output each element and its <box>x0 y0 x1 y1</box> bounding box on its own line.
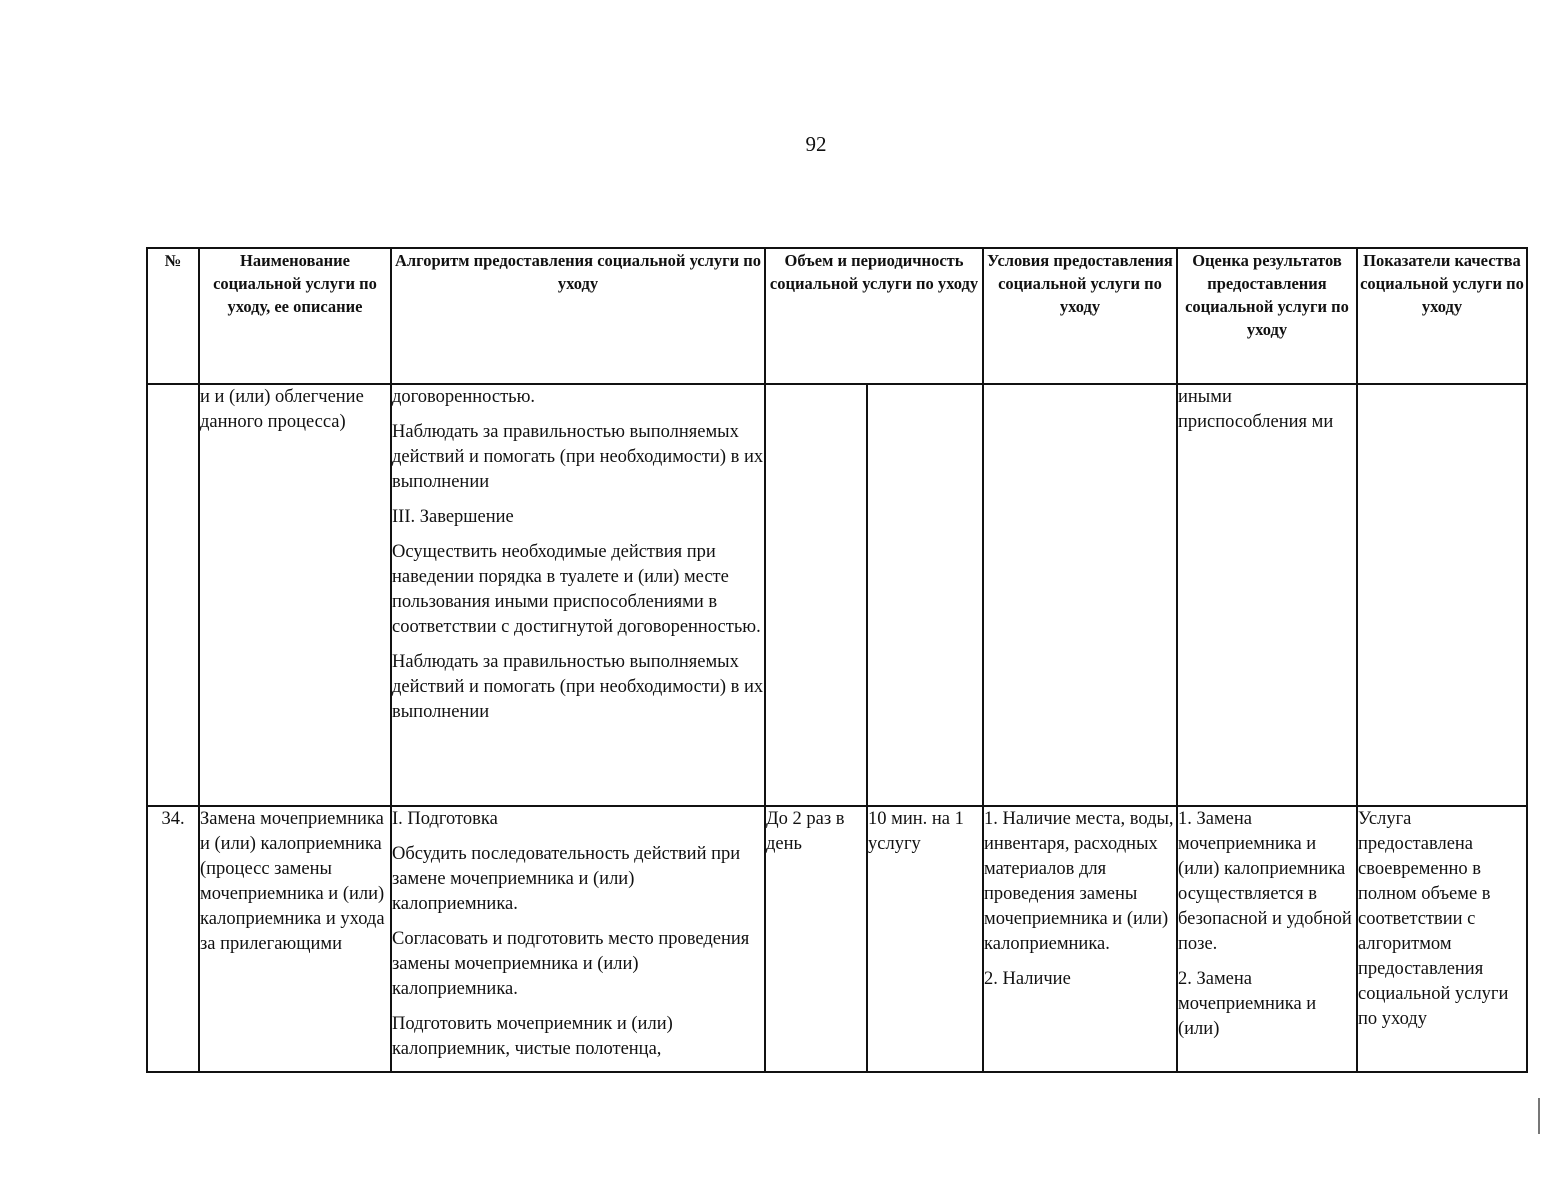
algorithm-paragraph: III. Завершение <box>392 507 514 527</box>
header-conditions: Условия предоставления социальной услуги по уходу <box>983 248 1177 384</box>
page-number: 92 <box>805 132 827 156</box>
services-table <box>146 247 1528 1073</box>
cell-num: 34. <box>147 806 199 1072</box>
header-evaluation: Оценка результатов предоставления социальной услуги по уходу <box>1177 248 1357 384</box>
algorithm-paragraph: Наблюдать за правильностью выполняемых действий и помогать (при необходимости) в их выполнении <box>392 652 764 722</box>
algorithm-paragraph: Осуществить необходимые действия при наведении порядка в туалете и (или) месте пользования иными приспособлениями в соответствии с достигнутой договоренностью. <box>392 542 761 637</box>
cell-evaluation: иными приспособления ми <box>1177 384 1357 806</box>
cell-conditions <box>983 806 1177 1072</box>
algorithm-paragraph: Наблюдать за правильностью выполняемых действий и помогать (при необходимости) в их выполнении <box>392 422 764 492</box>
cell-quality <box>1357 384 1527 806</box>
table-row <box>147 384 1527 806</box>
cell-service-name: Замена мочеприемника и (или) калоприемника (процесс замены мочеприемника и (или) калоприемника и ухода за прилегающими <box>199 806 391 1072</box>
algorithm-paragraph: договоренностью. <box>392 387 536 407</box>
evaluation-paragraph: 1. Замена мочеприемника и (или) калоприемника осуществляется в безопасной и удобной позе. <box>1178 809 1352 954</box>
cell-num <box>147 384 199 806</box>
cell-evaluation <box>1177 806 1357 1072</box>
evaluation-paragraph: 2. Замена мочеприемника и (или) <box>1178 969 1317 1039</box>
table-header-row <box>147 248 1527 384</box>
header-volume: Объем и периодичность социальной услуги по уходу <box>765 248 983 384</box>
conditions-paragraph: 2. Наличие <box>984 969 1071 989</box>
algorithm-paragraph: Подготовить мочеприемник и (или) калоприемник, чистые полотенца, <box>392 1014 673 1059</box>
algorithm-paragraph: Обсудить последовательность действий при замене мочеприемника и (или) калоприемника. <box>392 844 741 914</box>
cell-duration <box>867 384 983 806</box>
algorithm-paragraph: I. Подготовка <box>392 809 498 829</box>
header-num: № <box>147 248 199 384</box>
cell-conditions <box>983 384 1177 806</box>
header-service-name: Наименование социальной услуги по уходу, ее описание <box>199 248 391 384</box>
cell-duration: 10 мин. на 1 услугу <box>867 806 983 1072</box>
cell-algorithm <box>391 384 765 806</box>
cell-frequency <box>765 384 867 806</box>
cell-service-name: и и (или) облегчение данного процесса) <box>199 384 391 806</box>
cell-algorithm <box>391 806 765 1072</box>
header-quality: Показатели качества социальной услуги по уходу <box>1357 248 1527 384</box>
conditions-paragraph: 1. Наличие места, воды, инвентаря, расходных материалов для проведения замены мочеприемника и (или) калоприемника. <box>984 809 1174 954</box>
scan-margin-mark <box>1538 1098 1540 1134</box>
header-algorithm: Алгоритм предоставления социальной услуги по уходу <box>391 248 765 384</box>
algorithm-paragraph: Согласовать и подготовить место проведения замены мочеприемника и (или) калоприемника. <box>392 929 750 999</box>
table-row <box>147 806 1527 1072</box>
cell-frequency: До 2 раз в день <box>765 806 867 1072</box>
cell-quality: Услуга предоставлена своевременно в полном объеме в соответствии с алгоритмом предоставления социальной услуги по уходу <box>1357 806 1527 1072</box>
